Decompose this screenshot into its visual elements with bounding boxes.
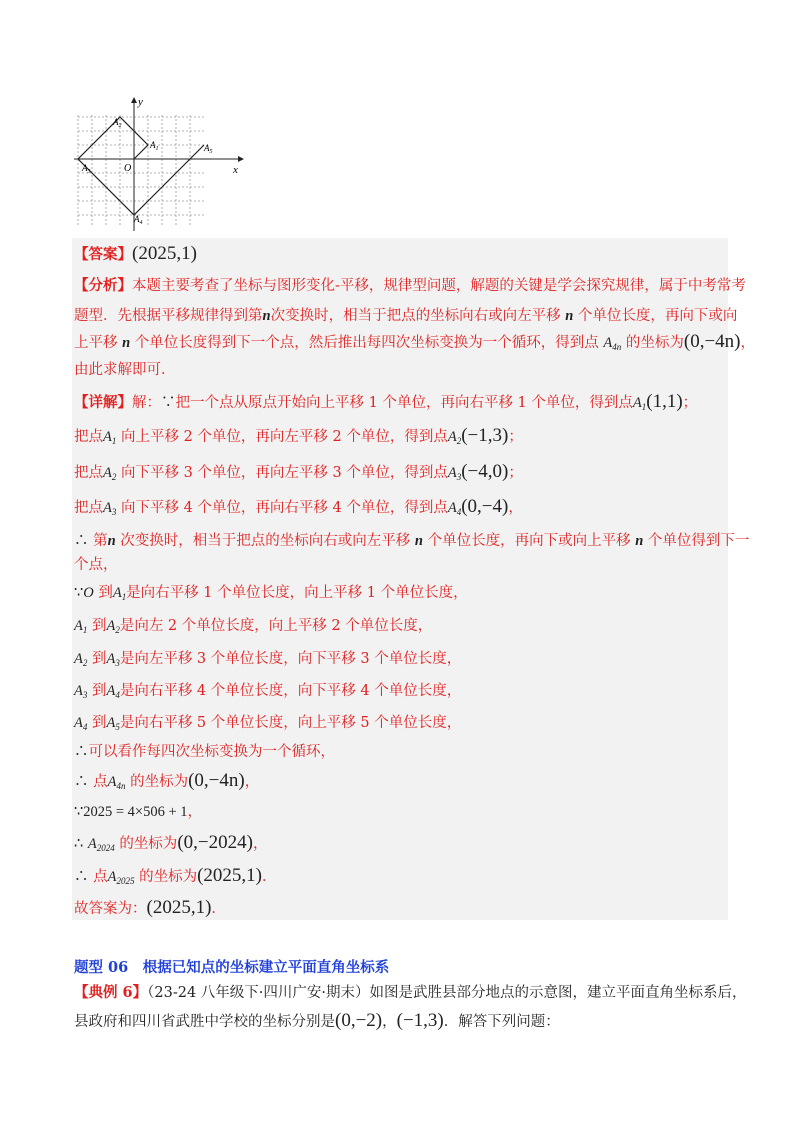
detail-line-5: ∴ 第n 次变换时，相当于把点的坐标向右或向左平移 n 个单位长度，再向下或向上平移 n 个单位得到下一 [74, 533, 750, 549]
point-a3: $A_3$ [82, 163, 91, 175]
x-arrow [238, 156, 244, 162]
detail-line-14: ∵2025 = 4×506 + 1， [74, 804, 203, 820]
answer-line [74, 244, 197, 265]
detail-line-3: 把点$A_2$ 向下平移 3 个单位，再向左平移 3 个单位，得到点$A_3(-4,0)$； [74, 461, 523, 482]
origin-label: O [124, 163, 132, 174]
detail-line-9: $A_2$ 到$A_3$是向左平移 3 个单位长度，向下平移 3 个单位长度， [74, 651, 462, 668]
detail-line-8: $A_1$ 到$A_2$是向左 2 个单位长度，向上平移 2 个单位长度， [74, 618, 433, 635]
point-a5: $A_5$ [204, 143, 213, 155]
point-a4: $A_4$ [134, 214, 143, 226]
detail-line-17: 故答案为：(2025,1)． [74, 897, 226, 918]
detail-line-2: 把点$A_1$ 向上平移 2 个单位，再向左平移 2 个单位，得到点$A_2(-1,3)$； [74, 425, 523, 446]
analysis-line-3: 上平移 n 个单位长度得到下一个点，然后推出每四次坐标变换为一个循环，得到点 $A_{4n}$ 的坐标为(0,−4n)， [74, 331, 755, 352]
detail-line-7: ∵O 到$A_1$是向右平移 1 个单位长度，向上平移 1 个单位长度， [74, 585, 468, 602]
detail-line-11: $A_4$ 到$A_5$是向右平移 5 个单位长度，向上平移 5 个单位长度， [74, 715, 462, 732]
analysis-line-4: 由此求解即可． [74, 362, 176, 378]
axis-y-label: y [138, 96, 143, 108]
analysis-line-1 [74, 276, 746, 296]
y-arrow [131, 97, 137, 103]
answer-value: (2025,1) [132, 243, 197, 264]
detail-line-12: ∴可以看作每四次坐标变换为一个循环， [74, 744, 335, 760]
detail-line-16: ∴ 点$A_{2025}$ 的坐标为(2025,1)． [74, 865, 277, 886]
detail-line-6: 个点， [74, 557, 118, 573]
section-title: 题型 06 根据已知点的坐标建立平面直角坐标系 [74, 959, 390, 976]
analysis-label: 【分析】 [74, 277, 132, 294]
analysis-line-2: 题型．先根据平移规律得到第n次变换时，相当于把点的坐标向右或向左平移 n 个单位长度，再向下或向 [74, 308, 738, 324]
detail-line-13: ∴ 点$A_{4n}$ 的坐标为(0,−4n)， [74, 770, 260, 791]
answer-label: 【答案】 [74, 246, 132, 263]
grid [78, 115, 204, 227]
detail-line-15: ∴ $A_{2024}$ 的坐标为(0,−2024)， [74, 832, 268, 853]
detail-line-10: $A_3$ 到$A_4$是向右平移 4 个单位长度，向下平移 4 个单位长度， [74, 683, 462, 700]
axis-x-label: x [233, 164, 238, 176]
path-line [78, 117, 204, 215]
example-line-1: 【典例 6】（23-24 八年级下·四川广安·期末）如图是武胜县部分地点的示意图，建立平面直角坐标系后， [74, 984, 747, 1001]
coordinate-figure [70, 95, 245, 235]
example-line-2: 县政府和四川省武胜中学校的坐标分别是(0,−2)，(−1,3)．解答下列问题： [74, 1010, 560, 1031]
point-a1: $A_1$ [150, 140, 159, 152]
point-a2: $A_2$ [113, 117, 122, 129]
detail-line-1: 【详解】解：∵把一个点从原点开始向上平移 1 个单位，再向右平移 1 个单位，得到点$A_1(1,1)$； [74, 391, 698, 412]
detail-line-4: 把点$A_3$ 向下平移 4 个单位，再向右平移 4 个单位，得到点$A_4(0,-4)$， [74, 496, 523, 517]
example-label: 【典例 6】 [74, 984, 148, 1001]
analysis-text-1: 本题主要考查了坐标与图形变化-平移，规律型问题，解题的关键是学会探究规律，属于中考常考 [132, 278, 746, 294]
